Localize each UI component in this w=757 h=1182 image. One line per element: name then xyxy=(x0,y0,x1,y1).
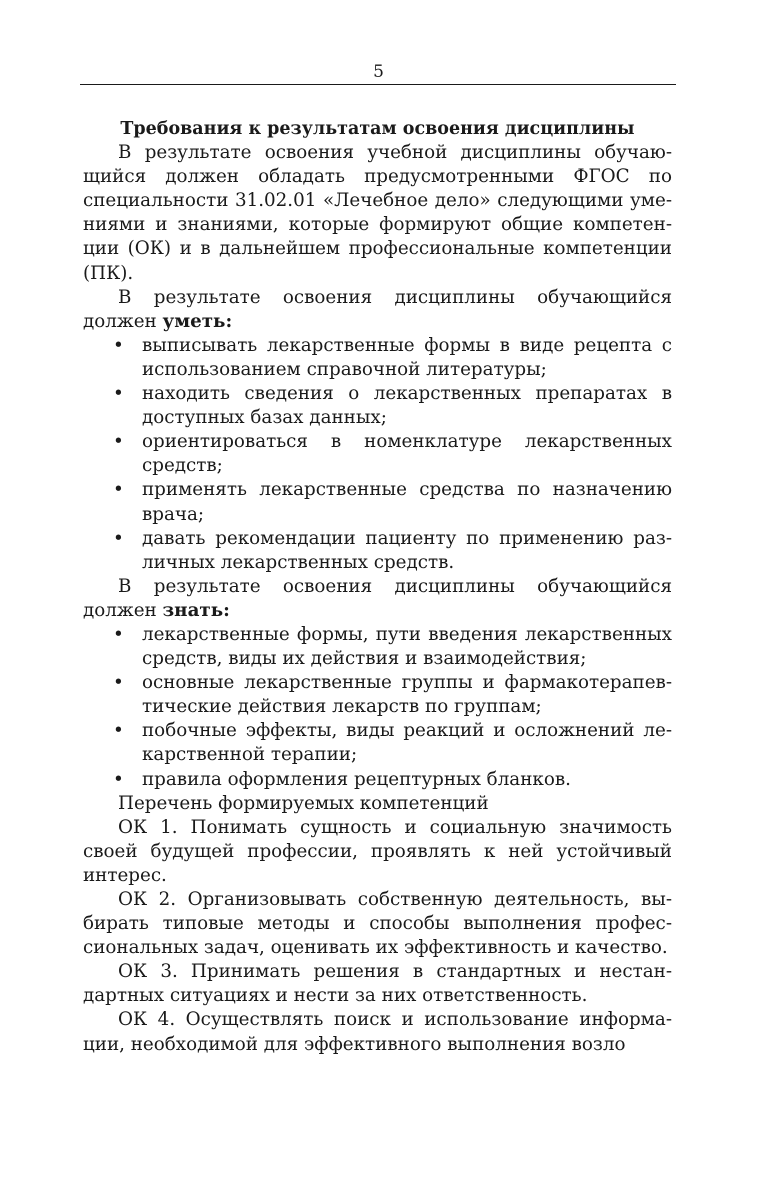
list-item-text: находить сведения о лекарственных препаратах в доступных базах данных; xyxy=(142,383,672,429)
list-item xyxy=(83,478,672,526)
knowledge-lead-paragraph xyxy=(83,575,672,623)
competency-paragraph: ОК 4. Осуществлять поиск и использование информации, необходимой для эффективного выполнения возло xyxy=(83,1009,672,1055)
list-item-text: давать рекомендации пациенту по применению различных лекарственных средств. xyxy=(142,527,672,573)
knowledge-keyword: знать: xyxy=(162,599,230,621)
list-item xyxy=(83,623,672,671)
competency-paragraph: ОК 3. Принимать решения в стандартных и нестандартных ситуациях и нести за них ответственность. xyxy=(83,961,672,1007)
list-item-text: применять лекарственные средства по назначению врача; xyxy=(142,479,672,525)
list-item xyxy=(83,430,672,478)
skills-list xyxy=(83,334,672,575)
competencies-title: Перечень формируемых компетенций xyxy=(118,792,489,814)
bullet-icon: • xyxy=(113,672,124,694)
header-divider xyxy=(80,84,676,85)
bullet-icon: • xyxy=(113,479,124,501)
list-item-text: выписывать лекарственные формы в виде рецепта с использованием справочной литературы; xyxy=(142,334,672,380)
list-item-text: побочные эффекты, виды реакций и осложнений лекарственной терапии; xyxy=(142,720,672,766)
competency-paragraph: ОК 2. Организовывать собственную деятельность, выбирать типовые методы и способы выполнения профессиональных задач, оценивать их эффективность и качество. xyxy=(83,889,672,959)
bullet-icon: • xyxy=(113,768,124,790)
list-item xyxy=(83,768,672,792)
list-item-text: правила оформления рецептурных бланков. xyxy=(142,768,571,790)
section-heading: Требования к результатам освоения дисциплины xyxy=(120,119,635,139)
list-item-text: ориентироваться в номенклатуре лекарственных средств; xyxy=(142,431,672,477)
bullet-icon: • xyxy=(113,383,124,405)
intro-paragraph: В результате освоения учебной дисциплины обучающийся должен обладать предусмотренными ФГОС по специальности 31.02.01 «Лечебное дело» следующими умениями и знаниями, которые формируют общие компетенции (ОК) и в дальнейшем профессиональные компетенции (ПК). xyxy=(83,142,672,284)
skills-lead-text: В результате освоения дисциплины обучающийся должен xyxy=(83,286,672,332)
list-item xyxy=(83,719,672,767)
bullet-icon: • xyxy=(113,431,124,453)
list-item xyxy=(83,527,672,575)
knowledge-lead-text: В результате освоения дисциплины обучающийся должен xyxy=(83,575,672,621)
page-body xyxy=(83,117,672,1057)
page-number: 5 xyxy=(373,62,384,82)
list-item xyxy=(83,671,672,719)
list-item xyxy=(83,382,672,430)
skills-keyword: уметь: xyxy=(162,310,233,332)
skills-lead-paragraph xyxy=(83,286,672,334)
bullet-icon: • xyxy=(113,334,124,356)
bullet-icon: • xyxy=(113,527,124,549)
bullet-icon: • xyxy=(113,720,124,742)
list-item-text: лекарственные формы, пути введения лекарственных средств, виды их действия и взаимодействия; xyxy=(142,623,672,670)
competency-paragraph: ОК 1. Понимать сущность и социальную значимость своей будущей профессии, проявлять к ней устойчивый интерес. xyxy=(83,816,672,886)
list-item xyxy=(83,334,672,382)
knowledge-list xyxy=(83,623,672,792)
list-item-text: основные лекарственные группы и фармакотерапевтические действия лекарств по группам; xyxy=(142,672,672,718)
bullet-icon: • xyxy=(113,623,124,645)
